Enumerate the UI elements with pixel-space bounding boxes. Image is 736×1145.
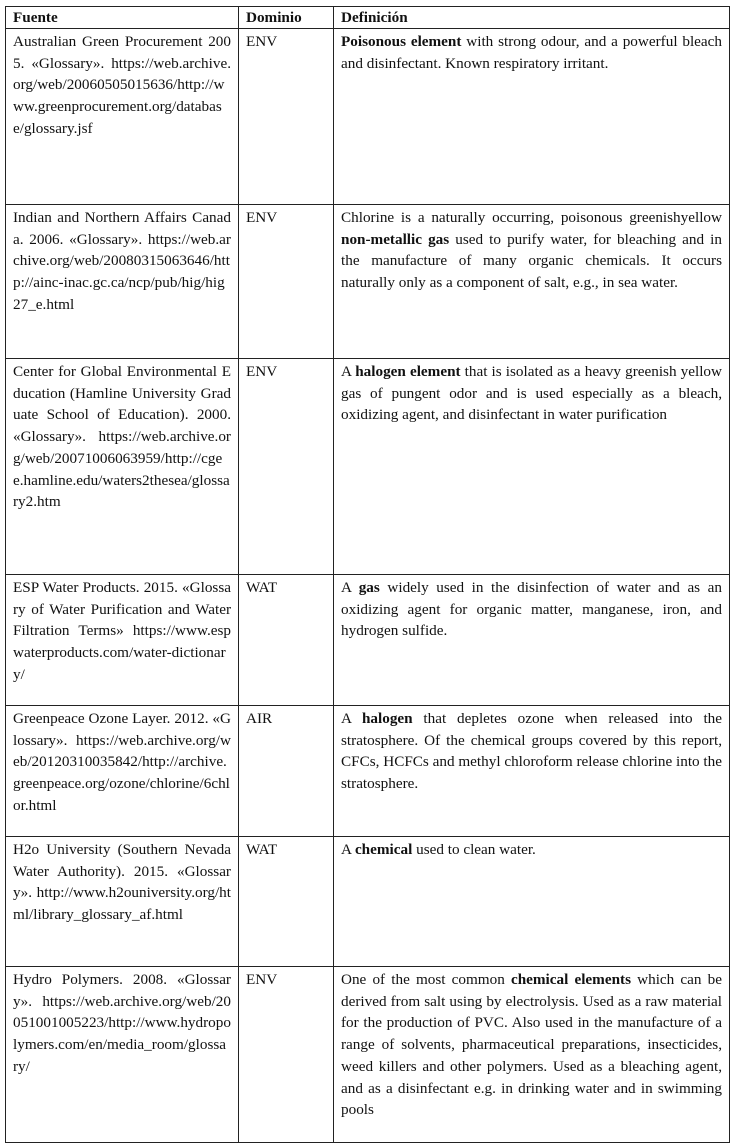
- table-row: [6, 359, 730, 575]
- definition-cell: [334, 205, 730, 359]
- definition-cell: [334, 967, 730, 1143]
- definition-text: which can be derived from salt using by electrolysis. Used as a raw material for the production of PVC. Also used in the manufacture of a range of solvents, pharmaceutical preparations, insecticides, weed killers and other polymers. Used as a bleaching agent, and as a disinfectant e.g. in drinking water and in swimming pools: [341, 971, 722, 1119]
- source-cell: ESP Water Products. 2015. «Glossary of Water Purification and Water Filtration Terms» https://www.espwaterproducts.com/water-dictionary/: [6, 575, 239, 706]
- definition-keyword: chemical: [354, 841, 413, 858]
- definition-text: A: [341, 710, 362, 727]
- table-row: [6, 205, 730, 359]
- domain-cell: AIR: [239, 706, 334, 837]
- table-row: [6, 837, 730, 967]
- source-cell: Australian Green Procurement 2005. «Glossary». https://web.archive.org/web/20060505015636/http://www.greenprocurement.org/database/glossary.jsf: [6, 29, 239, 205]
- definition-cell: [334, 29, 730, 205]
- definition-keyword: chemical elements: [510, 971, 631, 988]
- definition-text: that is isolated as a heavy greenish yellow gas of pungent odor and is used especially as a bleach, oxidizing agent, and disinfectant in water purification: [341, 363, 722, 424]
- definition-keyword: non-metallic gas: [341, 230, 450, 248]
- source-cell: Center for Global Environmental Education (Hamline University Graduate School of Education). 2000. «Glossary». https://web.archive.org/web/20071006063959/http://cgee.hamline.edu/waters2thesea/glossary2.htm: [6, 359, 239, 575]
- definition-text: used to purify water, for bleaching and in the manufacture of many organic chemicals. It occurs naturally only as a component of salt, e.g., in sea water.: [341, 230, 722, 292]
- definition-cell: [334, 359, 730, 575]
- header-row: [6, 7, 730, 29]
- definition-text: with strong odour, and a powerful bleach and disinfectant. Known respiratory irritant.: [341, 33, 723, 72]
- glossary-table: [5, 6, 730, 1143]
- definition-keyword: halogen element: [355, 363, 461, 380]
- definition-text: Chlorine is a naturally occurring, poisonous greenishyellow: [341, 209, 722, 226]
- source-cell: Greenpeace Ozone Layer. 2012. «Glossary». https://web.archive.org/web/20120310035842/http://archive.greenpeace.org/ozone/chlorine/6chlor.html: [6, 706, 239, 837]
- definition-text: One of the most common: [341, 971, 511, 988]
- header-definition: Definición: [334, 7, 730, 29]
- domain-cell: ENV: [239, 29, 334, 205]
- definition-cell: [334, 575, 730, 706]
- domain-cell: ENV: [239, 205, 334, 359]
- table-row: [6, 967, 730, 1143]
- header-domain: Dominio: [239, 7, 334, 29]
- source-cell: H2o University (Southern Nevada Water Authority). 2015. «Glossary». http://www.h2ouniversity.org/html/library_glossary_af.html: [6, 837, 239, 967]
- definition-text: A: [341, 363, 356, 380]
- domain-cell: WAT: [239, 575, 334, 706]
- definition-cell: [334, 706, 730, 837]
- source-cell: Indian and Northern Affairs Canada. 2006. «Glossary». https://web.archive.org/web/20080315063646/http://ainc-inac.gc.ca/ncp/pub/hig/hig27_e.html: [6, 205, 239, 359]
- source-cell: Hydro Polymers. 2008. «Glossary». https://web.archive.org/web/20051001005223/http://www.hydropolymers.com/en/media_room/glossary/: [6, 967, 239, 1143]
- table-row: [6, 575, 730, 706]
- definition-text: A: [341, 841, 355, 858]
- domain-cell: ENV: [239, 359, 334, 575]
- table-row: [6, 29, 730, 205]
- table-row: [6, 706, 730, 837]
- definition-text: used to clean water.: [412, 841, 536, 858]
- definition-text: that depletes ozone when released into the stratosphere. Of the chemical groups covered by this report, CFCs, HCFCs and methyl chloroform release chlorine into the stratosphere.: [341, 710, 722, 793]
- definition-text: widely used in the disinfection of water and as an oxidizing agent for organic matter, manganese, iron, and hydrogen sulfide.: [341, 579, 722, 640]
- header-source: Fuente: [6, 7, 239, 29]
- definition-text: A: [341, 579, 359, 596]
- definition-keyword: Poisonous element: [341, 33, 462, 50]
- domain-cell: ENV: [239, 967, 334, 1143]
- definition-keyword: halogen: [361, 710, 413, 727]
- domain-cell: WAT: [239, 837, 334, 967]
- definition-cell: [334, 837, 730, 967]
- definition-keyword: gas: [358, 579, 380, 596]
